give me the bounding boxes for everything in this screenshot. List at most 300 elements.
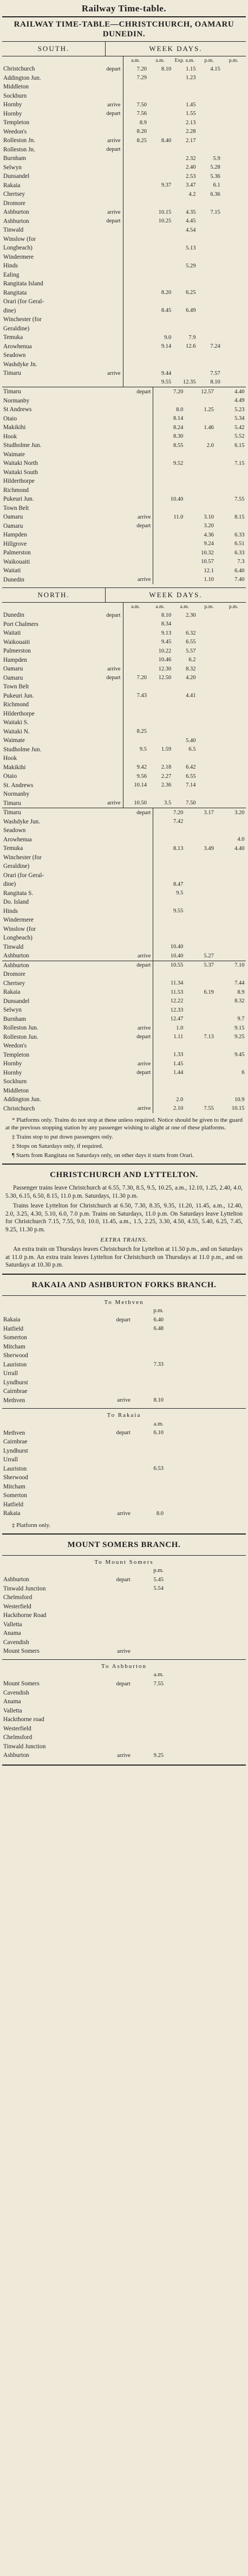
time-cell: 8.24 bbox=[173, 424, 184, 431]
station-name: Rolleston Jn. bbox=[3, 137, 35, 144]
timetable-row bbox=[2, 244, 246, 253]
time-cell: 5.34 bbox=[234, 416, 245, 422]
time-cell bbox=[172, 199, 197, 208]
time-cell: 10.15 bbox=[231, 1105, 245, 1112]
timetable-notes bbox=[5, 1116, 243, 1159]
time-cell bbox=[153, 1041, 184, 1051]
arrive-depart bbox=[86, 181, 123, 190]
station-name: Cavendish bbox=[3, 1639, 29, 1646]
time-cell bbox=[133, 1689, 165, 1698]
time-cell bbox=[148, 110, 172, 119]
timetable-row bbox=[2, 1584, 165, 1594]
arrive-depart: arrive bbox=[86, 208, 123, 217]
arrive-depart bbox=[107, 1051, 153, 1060]
timetable-row bbox=[2, 997, 246, 1006]
station-name: Sockburn bbox=[3, 1078, 27, 1085]
timetable-row bbox=[2, 576, 246, 585]
station-cell bbox=[2, 56, 86, 65]
time-cell: 7.56 bbox=[136, 111, 147, 117]
timetable-row bbox=[2, 351, 246, 360]
time-cell: 3.5 bbox=[164, 800, 172, 807]
time-cell bbox=[123, 736, 148, 745]
time-cell bbox=[123, 754, 148, 763]
arrive-depart bbox=[86, 709, 123, 719]
timetable-row bbox=[2, 1369, 165, 1378]
north-timetable-continued bbox=[2, 808, 246, 961]
timetable-row bbox=[2, 1333, 165, 1343]
timetable-row bbox=[2, 916, 246, 925]
time-cell bbox=[123, 297, 148, 306]
arrive-depart bbox=[86, 682, 123, 692]
time-cell: 4.0 bbox=[237, 836, 245, 843]
station-name: Dunedin bbox=[3, 612, 24, 619]
time-cell: 7.24 bbox=[210, 343, 220, 350]
time-cell: 5.42 bbox=[234, 424, 245, 431]
arrive-depart bbox=[107, 468, 153, 477]
station-name: Timaru bbox=[3, 370, 21, 377]
timetable-row bbox=[2, 172, 246, 181]
arrive-depart bbox=[94, 1343, 133, 1352]
time-cell bbox=[148, 324, 172, 334]
time-cell: 10.55 bbox=[170, 962, 184, 969]
time-cell bbox=[184, 486, 215, 495]
station-name: St Andrews bbox=[3, 406, 32, 413]
timetable-row bbox=[2, 925, 246, 934]
arrive-depart bbox=[86, 190, 123, 199]
time-cell: 2.30 bbox=[186, 612, 196, 618]
timetable-row bbox=[2, 826, 246, 835]
station-name: Dunsandel bbox=[3, 998, 30, 1005]
time-cell bbox=[197, 253, 221, 262]
station-name: Urrall bbox=[3, 1370, 18, 1377]
time-cell bbox=[172, 700, 197, 709]
timetable-row bbox=[2, 1697, 165, 1706]
time-cell bbox=[172, 790, 197, 799]
timetable-row bbox=[2, 943, 246, 952]
time-cell bbox=[215, 817, 246, 827]
extra-trains-heading: EXTRA TRAINS. bbox=[100, 1237, 148, 1243]
station-name: Winslow (for bbox=[3, 925, 36, 932]
arrive-depart bbox=[94, 1620, 133, 1629]
station-name: Ealing bbox=[3, 271, 19, 278]
time-cell: 2.40 bbox=[186, 164, 196, 171]
time-cell: 1.0 bbox=[176, 1025, 184, 1031]
time-cell: 5.13 bbox=[186, 245, 196, 251]
time-cell bbox=[153, 548, 184, 558]
arrive-depart bbox=[94, 1697, 133, 1706]
time-cell bbox=[172, 271, 197, 280]
to-ashburton-table bbox=[2, 1671, 165, 1760]
arrive-depart bbox=[107, 423, 153, 432]
station-name: Hillgrove bbox=[3, 540, 27, 547]
time-cell: 5.45 bbox=[153, 1576, 164, 1583]
arrive-depart bbox=[107, 566, 153, 576]
station-name: Somerton bbox=[3, 1334, 27, 1341]
arrive-depart bbox=[107, 450, 153, 459]
time-cell bbox=[215, 522, 246, 531]
time-cell bbox=[184, 979, 215, 988]
time-cell bbox=[197, 324, 221, 334]
station-name: Orari (for Geral- bbox=[3, 298, 44, 305]
arrive-depart: depart bbox=[86, 65, 123, 74]
time-cell: 9.5 bbox=[176, 890, 184, 897]
time-cell: 3.20 bbox=[234, 809, 245, 816]
station-name: Methven bbox=[3, 1429, 25, 1436]
arrive-depart: depart bbox=[116, 1576, 130, 1583]
timetable-row bbox=[2, 297, 246, 306]
timetable-row bbox=[2, 92, 246, 101]
time-cell bbox=[153, 853, 184, 862]
arrive-depart: arrive bbox=[117, 1397, 130, 1404]
station-name: Palmerston bbox=[3, 549, 31, 557]
arrive-depart bbox=[86, 378, 123, 387]
south-timetable bbox=[2, 56, 246, 387]
station-name: Rolleston Jun. bbox=[3, 1025, 38, 1032]
time-cell: 5.37 bbox=[204, 962, 214, 969]
time-cell: 1.33 bbox=[173, 1052, 184, 1058]
time-cell bbox=[148, 253, 172, 262]
timetable-row bbox=[2, 522, 246, 531]
timetable-row bbox=[2, 477, 246, 486]
station-name: Hinds bbox=[3, 263, 18, 270]
time-cell: 7.15 bbox=[234, 460, 245, 466]
arrive-depart bbox=[107, 979, 153, 988]
timetable-row bbox=[2, 647, 246, 656]
arrive-depart: depart bbox=[107, 522, 153, 531]
arrive-depart bbox=[86, 754, 123, 763]
arrive-depart bbox=[86, 306, 123, 316]
station-name: Hornby bbox=[3, 1060, 22, 1068]
timetable-row bbox=[2, 145, 246, 155]
time-cell: 8.10 bbox=[161, 612, 172, 618]
time-cell bbox=[133, 1437, 165, 1447]
time-cell: 7.40 bbox=[234, 577, 245, 583]
time-cell bbox=[153, 871, 184, 880]
unit-label: p.m. bbox=[153, 1568, 164, 1574]
time-cell bbox=[172, 315, 197, 324]
arrive-depart bbox=[86, 620, 123, 629]
timetable-row bbox=[2, 1360, 165, 1370]
station-name: Normanby bbox=[3, 397, 30, 404]
arrive-depart bbox=[86, 279, 123, 289]
timetable-row bbox=[2, 674, 246, 683]
station-name: Chertsey bbox=[3, 191, 25, 198]
arrive-depart bbox=[94, 1611, 133, 1620]
time-cell bbox=[123, 718, 148, 727]
time-cell: 9.56 bbox=[136, 773, 147, 779]
time-cell bbox=[172, 145, 197, 155]
time-cell bbox=[172, 82, 197, 92]
time-cell bbox=[197, 351, 221, 360]
time-cell: 9.45 bbox=[161, 639, 172, 645]
arrive-depart bbox=[107, 477, 153, 486]
time-cell bbox=[148, 754, 172, 763]
station-name: Mitcham bbox=[3, 1343, 25, 1350]
time-cell: 7.20 bbox=[173, 809, 184, 816]
station-name: Makikihi bbox=[3, 764, 26, 771]
units-row bbox=[2, 1307, 165, 1316]
time-cell: 9.45 bbox=[234, 1052, 245, 1058]
timetable-row bbox=[2, 629, 246, 638]
arrive-depart bbox=[86, 271, 123, 280]
arrive-depart bbox=[107, 530, 153, 540]
time-cell bbox=[148, 279, 172, 289]
arrive-depart bbox=[86, 333, 123, 342]
arrive-depart bbox=[107, 871, 153, 880]
station-name: Cavendish bbox=[3, 1689, 29, 1696]
time-cell bbox=[184, 1024, 215, 1033]
timetable-row bbox=[2, 781, 246, 790]
station-name: Timaru bbox=[3, 388, 21, 395]
timetable-row bbox=[2, 540, 246, 549]
time-cell bbox=[123, 190, 148, 199]
time-cell: 6.5 bbox=[188, 746, 196, 753]
unit-label: a.m. bbox=[155, 604, 165, 610]
station-name: Tinwald bbox=[3, 227, 24, 234]
time-cell bbox=[148, 261, 172, 271]
timetable-row bbox=[2, 1602, 165, 1612]
station-name: Richmond bbox=[3, 701, 29, 708]
time-cell bbox=[197, 244, 221, 253]
time-cell bbox=[197, 279, 221, 289]
arrive-depart bbox=[94, 1360, 133, 1370]
timetable-row bbox=[2, 548, 246, 558]
time-cell bbox=[133, 1500, 165, 1510]
station-name: Mount Somers bbox=[3, 1680, 40, 1687]
station-name: Waitati bbox=[3, 567, 21, 574]
timetable-row bbox=[2, 387, 246, 397]
time-cell: 10.25 bbox=[158, 218, 172, 225]
time-cell: 9.44 bbox=[161, 370, 172, 376]
page-heading: Railway Time-table. bbox=[81, 3, 167, 14]
station-name: Winchester (for bbox=[3, 316, 42, 323]
time-cell bbox=[123, 199, 148, 208]
station-name: Seadown bbox=[3, 352, 26, 359]
unit-label: a.m. bbox=[131, 57, 140, 63]
time-cell bbox=[153, 558, 184, 567]
timetable-row bbox=[2, 566, 246, 576]
arrive-depart bbox=[94, 1500, 133, 1510]
time-cell bbox=[153, 1077, 184, 1086]
time-cell bbox=[215, 504, 246, 513]
arrive-depart bbox=[94, 1437, 133, 1447]
timetable-row bbox=[2, 1387, 165, 1396]
time-cell bbox=[148, 172, 172, 181]
to-ashburton-heading: To Ashburton bbox=[101, 1663, 147, 1670]
time-cell: 8.32 bbox=[234, 998, 245, 1005]
unit-label: a.m. bbox=[153, 1421, 164, 1427]
station-name: Rangitata S. bbox=[3, 890, 34, 897]
station-name: Waitati bbox=[3, 630, 21, 637]
station-name: Christchurch bbox=[3, 66, 35, 73]
station-name: Rakaia bbox=[3, 989, 21, 996]
station-name: Waimate bbox=[3, 737, 25, 744]
arrive-depart bbox=[94, 1465, 133, 1474]
station-name: Burnham bbox=[3, 155, 27, 162]
time-cell bbox=[133, 1620, 165, 1629]
time-cell bbox=[197, 271, 221, 280]
station-name: Washdyke Jn. bbox=[3, 361, 37, 368]
arrive-depart bbox=[107, 540, 153, 549]
arrive-depart bbox=[86, 253, 123, 262]
arrive-depart bbox=[86, 351, 123, 360]
time-cell: 6.42 bbox=[186, 764, 196, 771]
station-name: Longbeach) bbox=[3, 245, 32, 252]
arrive-depart bbox=[94, 1369, 133, 1378]
time-cell: 1.46 bbox=[204, 424, 214, 431]
arrive-depart: arrive bbox=[117, 1510, 130, 1517]
arrive-depart bbox=[107, 844, 153, 853]
arrive-depart bbox=[107, 997, 153, 1006]
time-cell bbox=[184, 898, 215, 907]
timetable-row bbox=[2, 1575, 165, 1584]
station-name: Town Belt bbox=[3, 504, 29, 512]
station-name: Lyndhurst bbox=[3, 1447, 28, 1454]
north-column-header bbox=[2, 587, 246, 603]
mark-cell bbox=[94, 1567, 133, 1576]
timetable-row bbox=[2, 1015, 246, 1024]
time-cell bbox=[197, 92, 221, 101]
arrive-depart bbox=[107, 1086, 153, 1096]
arrive-depart: arrive bbox=[86, 100, 123, 110]
arrive-depart bbox=[94, 1447, 133, 1456]
time-cell bbox=[133, 1351, 165, 1360]
timetable-row bbox=[2, 844, 246, 853]
time-cell bbox=[184, 862, 215, 871]
timetable-row bbox=[2, 934, 246, 943]
timetable-row bbox=[2, 1593, 165, 1602]
time-cell bbox=[133, 1638, 165, 1647]
station-name: Do. Island bbox=[3, 899, 29, 906]
time-cell bbox=[184, 450, 215, 459]
station-name: Oamaru bbox=[3, 666, 23, 673]
arrive-depart: arrive bbox=[86, 799, 123, 808]
note-line: ‡ Trains stop to put down passengers only. bbox=[12, 1134, 113, 1140]
time-cell bbox=[184, 414, 215, 424]
time-cell: 11.53 bbox=[171, 989, 184, 995]
timetable-row bbox=[2, 74, 246, 83]
time-cell: 2.17 bbox=[186, 137, 196, 144]
time-cell bbox=[123, 261, 148, 271]
timetable-row bbox=[2, 226, 246, 235]
station-name: Ashburton bbox=[3, 1752, 29, 1759]
station-name: Palmerston bbox=[3, 648, 31, 655]
arrive-depart bbox=[107, 943, 153, 952]
station-name: Arowhenua bbox=[3, 836, 32, 843]
time-cell bbox=[197, 118, 221, 127]
timetable-row bbox=[2, 1629, 165, 1638]
time-cell bbox=[153, 566, 184, 576]
time-cell bbox=[123, 253, 148, 262]
station-name: Richmond bbox=[3, 487, 29, 494]
timetable-row bbox=[2, 1077, 246, 1086]
time-cell: 8.34 bbox=[161, 621, 172, 628]
time-cell bbox=[148, 700, 172, 709]
unit-label: p.m. bbox=[229, 57, 238, 63]
time-cell bbox=[148, 682, 172, 692]
arrive-depart bbox=[94, 1333, 133, 1343]
time-cell bbox=[172, 727, 197, 737]
time-cell: 8.0 bbox=[156, 1510, 164, 1517]
time-cell bbox=[133, 1491, 165, 1500]
time-cell: 9.24 bbox=[204, 541, 214, 547]
arrive-depart: depart bbox=[86, 110, 123, 119]
arrive-depart bbox=[86, 82, 123, 92]
arrive-depart bbox=[94, 1325, 133, 1334]
station-cell bbox=[2, 1567, 94, 1576]
time-cell: 8.55 bbox=[173, 442, 184, 449]
timetable-row bbox=[2, 450, 246, 459]
time-cell bbox=[123, 208, 148, 217]
arrive-depart bbox=[86, 261, 123, 271]
timetable-row bbox=[2, 745, 246, 755]
timetable-row bbox=[2, 1509, 165, 1518]
timetable-row bbox=[2, 772, 246, 781]
time-cell bbox=[184, 817, 215, 827]
time-cell: 8.10 bbox=[153, 1397, 164, 1404]
timetable-row bbox=[2, 907, 246, 916]
time-cell: 6.49 bbox=[186, 308, 196, 314]
time-cell bbox=[153, 934, 184, 943]
arrive-depart bbox=[86, 235, 123, 244]
timetable-row bbox=[2, 611, 246, 620]
arrive-depart bbox=[107, 414, 153, 424]
time-cell: 8.10 bbox=[210, 379, 220, 386]
arrive-depart bbox=[86, 289, 123, 298]
arrive-depart bbox=[94, 1689, 133, 1698]
time-cell: 8.20 bbox=[136, 129, 147, 135]
timetable-row bbox=[2, 100, 246, 110]
arrive-depart bbox=[107, 405, 153, 414]
time-cell bbox=[123, 351, 148, 360]
timetable-row bbox=[2, 459, 246, 468]
time-cell: 7.43 bbox=[136, 693, 147, 699]
station-name: Windermere bbox=[3, 917, 34, 924]
arrive-depart bbox=[86, 727, 123, 737]
time-cell: 8.47 bbox=[173, 881, 184, 887]
timetable-row bbox=[2, 736, 246, 745]
arrive-depart bbox=[86, 745, 123, 755]
station-name: Hilderthorpe bbox=[3, 710, 35, 717]
time-cell bbox=[123, 306, 148, 316]
station-name: Sherwood bbox=[3, 1352, 28, 1359]
time-cell: 5.40 bbox=[186, 737, 196, 744]
time-cell: 7.50 bbox=[186, 800, 196, 807]
time-cell: 9.7 bbox=[237, 1016, 245, 1022]
arrive-depart bbox=[94, 1638, 133, 1647]
station-name: Hatfield bbox=[3, 1325, 24, 1332]
timetable-row bbox=[2, 1742, 165, 1752]
time-cell: 5.9 bbox=[213, 155, 220, 162]
time-cell bbox=[123, 315, 148, 324]
time-cell bbox=[184, 916, 215, 925]
station-name: Chelmsford bbox=[3, 1734, 32, 1741]
timetable-row bbox=[2, 871, 246, 880]
time-cell bbox=[172, 360, 197, 369]
time-cell bbox=[215, 1077, 246, 1086]
station-name: Studholme Jun. bbox=[3, 746, 42, 753]
to-mount-somers-table bbox=[2, 1567, 165, 1656]
arrive-depart bbox=[86, 647, 123, 656]
arrive-depart: arrive bbox=[86, 664, 123, 674]
time-cell bbox=[215, 1041, 246, 1051]
station-name: Hampden bbox=[3, 532, 27, 539]
time-cell: 7.10 bbox=[234, 962, 245, 969]
timetable-row bbox=[2, 530, 246, 540]
time-cell bbox=[215, 970, 246, 979]
arrive-depart bbox=[86, 629, 123, 638]
timetable-row bbox=[2, 1024, 246, 1033]
